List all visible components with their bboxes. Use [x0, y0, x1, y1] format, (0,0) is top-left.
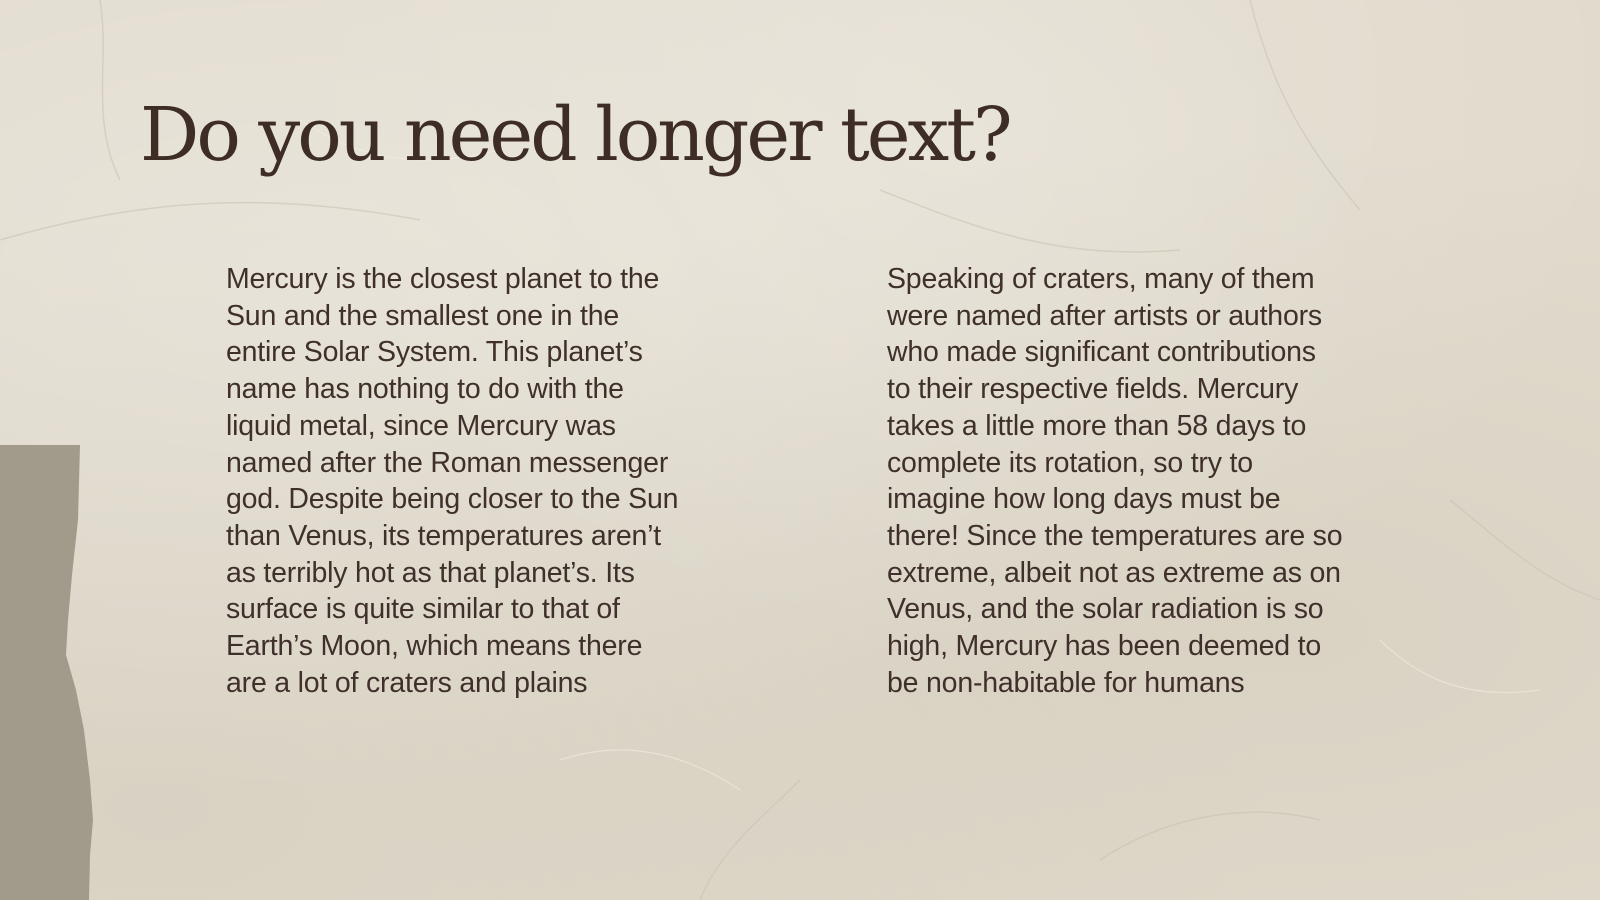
text-line: name has nothing to do with the: [226, 373, 624, 406]
text-line: liquid metal, since Mercury was: [226, 409, 616, 442]
text-line: god. Despite being closer to the Sun: [226, 483, 679, 516]
text-line: named after the Roman messenger: [226, 446, 669, 479]
text-line: surface is quite similar to that of: [226, 593, 620, 626]
text-line: there! Since the temperatures are so: [887, 519, 1343, 552]
text-line: to their respective fields. Mercury: [887, 373, 1299, 406]
text-line: be non-habitable for humans: [887, 666, 1245, 699]
text-line: were named after artists or authors: [887, 299, 1322, 332]
text-line: Earth’s Moon, which means there: [226, 630, 643, 663]
text-column-right: [887, 261, 1387, 701]
text-line: Venus, and the solar radiation is so: [887, 593, 1324, 626]
text-line: are a lot of craters and plains: [226, 666, 588, 699]
text-line: entire Solar System. This planet’s: [226, 336, 643, 369]
text-line: as terribly hot as that planet’s. Its: [226, 556, 635, 589]
text-line: Mercury is the closest planet to the: [226, 263, 660, 295]
slide-title: Do you need longer text?: [140, 92, 1010, 178]
text-line: than Venus, its temperatures aren’t: [226, 519, 662, 552]
text-line: takes a little more than 58 days to: [887, 409, 1307, 442]
text-line: who made significant contributions: [887, 336, 1316, 369]
text-line: complete its rotation, so try to: [887, 446, 1253, 479]
side-decorative-strip: [0, 0, 100, 900]
torn-paper-strip-shape: [0, 445, 93, 900]
text-line: Speaking of craters, many of them: [887, 263, 1315, 295]
text-line: imagine how long days must be: [887, 483, 1281, 516]
text-line: high, Mercury has been deemed to: [887, 630, 1322, 663]
text-column-left: [226, 261, 726, 701]
text-line: Sun and the smallest one in the: [226, 299, 620, 332]
text-line: extreme, albeit not as extreme as on: [887, 556, 1341, 589]
